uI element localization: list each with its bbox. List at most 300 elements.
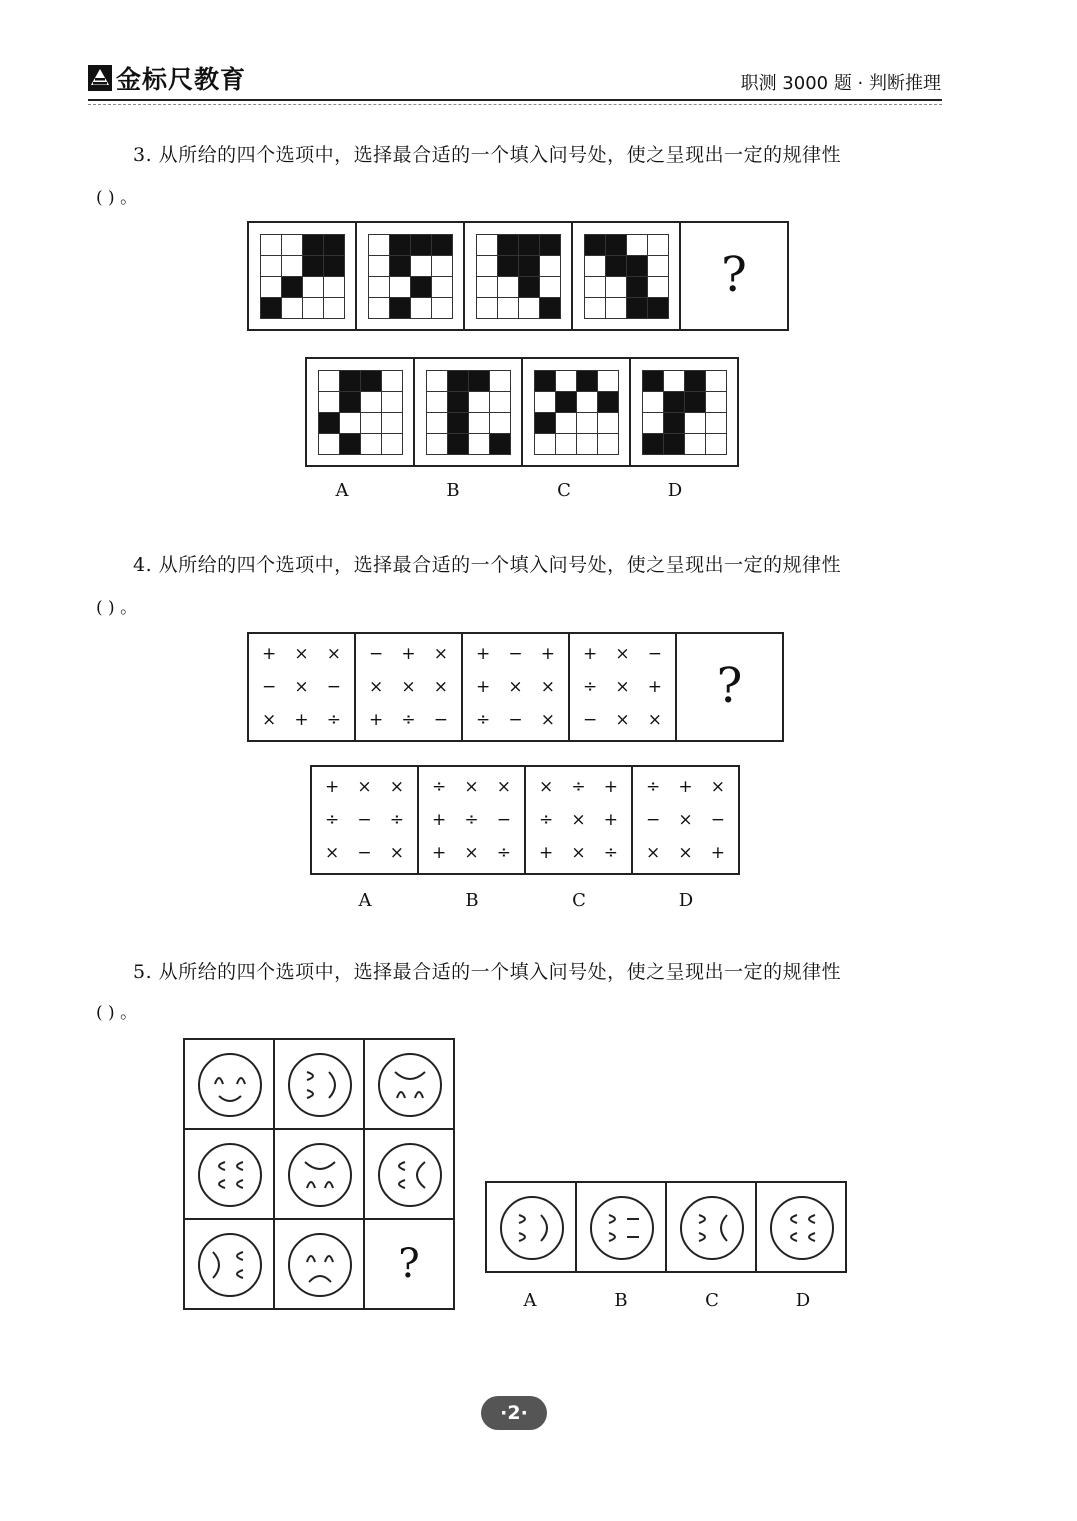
face-stroke: [237, 1078, 245, 1084]
white-square: [432, 277, 453, 298]
black-square: [319, 413, 340, 434]
black-square: [282, 277, 303, 298]
math-symbol: ÷: [464, 809, 479, 830]
white-square: [469, 392, 490, 413]
math-symbol: ×: [615, 676, 630, 697]
white-square: [556, 434, 577, 455]
white-square: [382, 392, 403, 413]
matrix-figure: [363, 1038, 455, 1130]
math-symbol: −: [508, 709, 523, 730]
matrix-figure: [273, 1128, 365, 1220]
option-figure-d[interactable]: [629, 357, 739, 467]
option-label: A: [523, 1290, 537, 1311]
white-square: [361, 413, 382, 434]
question-5-answer-paren: ( ) 。: [96, 1003, 138, 1023]
black-square: [577, 371, 598, 392]
math-symbol: ×: [433, 676, 448, 697]
face-stroke: [791, 1215, 797, 1223]
symbol-grid: [253, 638, 350, 736]
brand-logo: [88, 62, 246, 94]
face-stroke: [609, 1215, 615, 1223]
black-square: [519, 235, 540, 256]
symbol-grid: [360, 638, 457, 736]
math-symbol: −: [710, 809, 725, 830]
math-symbol: ×: [262, 709, 277, 730]
math-symbol: ×: [508, 676, 523, 697]
square-grid: [534, 370, 619, 455]
black-square: [535, 371, 556, 392]
option-label: C: [705, 1290, 719, 1311]
face-stroke: [627, 1219, 639, 1237]
math-symbol: ×: [496, 777, 511, 798]
white-square: [540, 256, 561, 277]
face-left-icon: [195, 1140, 265, 1210]
white-square: [585, 298, 606, 319]
white-square: [282, 298, 303, 319]
face-outline: [771, 1197, 833, 1259]
face-sad-icon: [285, 1230, 355, 1300]
white-square: [261, 277, 282, 298]
white-square: [706, 371, 727, 392]
option-label: A: [335, 480, 349, 501]
math-symbol: −: [496, 809, 511, 830]
black-square: [606, 256, 627, 277]
smile-up-icon: [195, 1050, 265, 1120]
face-stroke: [395, 1072, 425, 1079]
white-square: [282, 235, 303, 256]
math-symbol: ×: [326, 644, 341, 665]
math-symbol: ×: [615, 709, 630, 730]
sequence-figure: [247, 221, 357, 331]
face-left-icon: [767, 1193, 837, 1263]
option-label: D: [795, 1290, 811, 1311]
face-stroke: [219, 1096, 241, 1101]
white-square: [411, 298, 432, 319]
symbol-grid: [423, 771, 520, 869]
black-square: [598, 392, 619, 413]
face-outline: [501, 1197, 563, 1259]
white-square: [427, 434, 448, 455]
math-symbol: ÷: [325, 809, 340, 830]
white-square: [432, 298, 453, 319]
math-symbol: ×: [357, 777, 372, 798]
black-square: [324, 235, 345, 256]
option-figure-c[interactable]: [521, 357, 631, 467]
face-stroke: [237, 1180, 243, 1188]
face-outline: [289, 1144, 351, 1206]
white-square: [664, 371, 685, 392]
white-square: [390, 277, 411, 298]
black-square: [664, 413, 685, 434]
white-square: [498, 277, 519, 298]
black-square: [448, 413, 469, 434]
option-label: C: [572, 890, 586, 911]
question-mark: ?: [363, 1218, 455, 1310]
black-square: [340, 392, 361, 413]
math-symbol: +: [294, 709, 309, 730]
math-symbol: +: [678, 777, 693, 798]
math-symbol: +: [603, 777, 618, 798]
face-stroke: [307, 1182, 315, 1188]
black-square: [685, 371, 706, 392]
option-figure-d[interactable]: [755, 1181, 847, 1273]
question-4-text: 4. 从所给的四个选项中，选择最合适的一个填入问号处，使之呈现出一定的规律性: [133, 554, 842, 576]
option-label: D: [678, 890, 694, 911]
face-left-c-icon: [375, 1140, 445, 1210]
white-square: [577, 392, 598, 413]
face-outline: [681, 1197, 743, 1259]
black-square: [556, 392, 577, 413]
option-label: B: [614, 1290, 628, 1311]
face-right-icon: [285, 1050, 355, 1120]
math-symbol: ÷: [646, 777, 661, 798]
square-grid: [642, 370, 727, 455]
math-symbol: −: [357, 842, 372, 863]
math-symbol: ÷: [496, 842, 511, 863]
math-symbol: ×: [571, 809, 586, 830]
black-square: [469, 371, 490, 392]
face-stroke: [325, 1256, 333, 1262]
face-stroke: [399, 1180, 405, 1188]
white-square: [427, 371, 448, 392]
black-square: [627, 277, 648, 298]
option-figure-a[interactable]: [310, 765, 419, 875]
math-symbol: ×: [389, 777, 404, 798]
face-stroke: [219, 1180, 225, 1188]
white-square: [319, 434, 340, 455]
black-square: [390, 298, 411, 319]
symbol-grid: [637, 771, 734, 869]
math-symbol: ÷: [401, 709, 416, 730]
white-square: [706, 413, 727, 434]
option-figure-b[interactable]: [413, 357, 523, 467]
math-symbol: ×: [325, 842, 340, 863]
header-title: 职测 3000 题 · 判断推理: [740, 73, 941, 94]
math-symbol: +: [583, 644, 598, 665]
white-square: [598, 434, 619, 455]
face-stroke: [329, 1072, 335, 1098]
square-grid: [368, 234, 453, 319]
math-symbol: ×: [678, 842, 693, 863]
option-label: B: [465, 890, 479, 911]
math-symbol: +: [325, 777, 340, 798]
face-stroke: [791, 1233, 797, 1241]
math-symbol: ÷: [389, 809, 404, 830]
white-square: [535, 434, 556, 455]
option-figure-c[interactable]: [665, 1181, 757, 1273]
face-stroke: [215, 1078, 223, 1084]
math-symbol: −: [647, 644, 662, 665]
black-square: [535, 413, 556, 434]
math-symbol: ×: [464, 777, 479, 798]
math-symbol: ÷: [571, 777, 586, 798]
math-symbol: +: [710, 842, 725, 863]
white-square: [411, 256, 432, 277]
question-5-text: 5. 从所给的四个选项中，选择最合适的一个填入问号处，使之呈现出一定的规律性: [133, 961, 842, 983]
black-square: [432, 235, 453, 256]
face-stroke: [307, 1090, 313, 1098]
matrix-figure: [273, 1218, 365, 1310]
white-square: [382, 413, 403, 434]
math-symbol: −: [326, 676, 341, 697]
math-symbol: ×: [433, 644, 448, 665]
face-stroke: [609, 1233, 615, 1241]
math-symbol: +: [476, 676, 491, 697]
face-stroke: [415, 1092, 423, 1098]
black-square: [519, 256, 540, 277]
math-symbol: ×: [646, 842, 661, 863]
black-square: [448, 434, 469, 455]
math-symbol: ×: [294, 644, 309, 665]
symbol-grid: [574, 638, 671, 736]
sequence-figure: [461, 632, 570, 742]
white-square: [643, 392, 664, 413]
math-symbol: ×: [647, 709, 662, 730]
math-symbol: ÷: [326, 709, 341, 730]
face-right-flat-icon: [587, 1193, 657, 1263]
white-square: [598, 413, 619, 434]
white-square: [382, 371, 403, 392]
black-square: [490, 434, 511, 455]
white-square: [556, 413, 577, 434]
white-square: [469, 434, 490, 455]
question-mark: ?: [679, 221, 789, 331]
face-stroke: [519, 1233, 525, 1241]
black-square: [648, 298, 669, 319]
black-square: [411, 277, 432, 298]
option-label: B: [446, 480, 460, 501]
sequence-figure: [463, 221, 573, 331]
black-square: [664, 434, 685, 455]
white-square: [490, 371, 511, 392]
option-figure-b[interactable]: [417, 765, 526, 875]
math-symbol: ×: [540, 709, 555, 730]
white-square: [498, 298, 519, 319]
math-symbol: +: [647, 676, 662, 697]
face-stroke: [417, 1162, 425, 1188]
white-square: [303, 277, 324, 298]
white-square: [261, 256, 282, 277]
white-square: [535, 392, 556, 413]
face-stroke: [721, 1215, 727, 1241]
black-square: [448, 392, 469, 413]
face-right-left-icon: [677, 1193, 747, 1263]
black-square: [261, 298, 282, 319]
math-symbol: −: [369, 644, 384, 665]
option-figure-a[interactable]: [305, 357, 415, 467]
white-square: [685, 434, 706, 455]
question-mark: ?: [675, 632, 784, 742]
white-square: [648, 235, 669, 256]
question-3-answer-paren: ( ) 。: [96, 188, 138, 208]
face-stroke: [699, 1215, 705, 1223]
math-symbol: ×: [401, 676, 416, 697]
face-outline: [289, 1054, 351, 1116]
square-grid: [260, 234, 345, 319]
face-stroke: [541, 1215, 547, 1241]
black-square: [519, 277, 540, 298]
white-square: [585, 256, 606, 277]
black-square: [448, 371, 469, 392]
matrix-figure: [183, 1218, 275, 1310]
option-figure-d[interactable]: [631, 765, 740, 875]
white-square: [382, 434, 403, 455]
white-square: [361, 392, 382, 413]
face-stroke: [219, 1162, 225, 1170]
face-stroke: [307, 1256, 315, 1262]
white-square: [361, 434, 382, 455]
math-symbol: +: [603, 809, 618, 830]
face-outline: [379, 1144, 441, 1206]
white-square: [598, 371, 619, 392]
white-square: [627, 235, 648, 256]
face-stroke: [809, 1233, 815, 1241]
option-figure-c[interactable]: [524, 765, 633, 875]
option-label: C: [557, 480, 571, 501]
math-symbol: +: [401, 644, 416, 665]
black-square: [498, 256, 519, 277]
black-square: [606, 235, 627, 256]
white-square: [319, 392, 340, 413]
white-square: [706, 434, 727, 455]
white-square: [303, 298, 324, 319]
black-square: [411, 235, 432, 256]
face-stroke: [309, 1276, 331, 1282]
symbol-grid: [530, 771, 627, 869]
math-symbol: ÷: [603, 842, 618, 863]
white-square: [477, 298, 498, 319]
page-number: ·2·: [481, 1396, 547, 1430]
math-symbol: ÷: [432, 777, 447, 798]
black-square: [585, 235, 606, 256]
symbol-grid: [467, 638, 564, 736]
face-stroke: [237, 1270, 243, 1278]
white-square: [369, 298, 390, 319]
black-square: [340, 371, 361, 392]
math-symbol: ×: [464, 842, 479, 863]
white-square: [685, 413, 706, 434]
face-mixed-icon: [195, 1230, 265, 1300]
face-frown-top-icon: [285, 1140, 355, 1210]
white-square: [340, 413, 361, 434]
white-square: [519, 298, 540, 319]
math-symbol: ÷: [583, 676, 598, 697]
math-symbol: −: [262, 676, 277, 697]
white-square: [648, 277, 669, 298]
face-stroke: [305, 1162, 335, 1169]
face-outline: [199, 1144, 261, 1206]
black-square: [340, 434, 361, 455]
square-grid: [476, 234, 561, 319]
math-symbol: ×: [571, 842, 586, 863]
black-square: [498, 235, 519, 256]
black-square: [324, 256, 345, 277]
black-square: [643, 434, 664, 455]
white-square: [369, 235, 390, 256]
sequence-figure: [568, 632, 677, 742]
white-square: [324, 298, 345, 319]
white-square: [369, 277, 390, 298]
white-square: [643, 413, 664, 434]
black-square: [540, 298, 561, 319]
math-symbol: ×: [369, 676, 384, 697]
black-square: [627, 298, 648, 319]
question-4-answer-paren: ( ) 。: [96, 598, 138, 618]
sequence-figure: [354, 632, 463, 742]
square-grid: [318, 370, 403, 455]
face-outline: [289, 1234, 351, 1296]
matrix-figure: [273, 1038, 365, 1130]
header-rule: [88, 99, 942, 101]
white-square: [427, 413, 448, 434]
white-square: [369, 256, 390, 277]
white-square: [477, 277, 498, 298]
option-figure-a[interactable]: [485, 1181, 577, 1273]
face-stroke: [237, 1252, 243, 1260]
square-grid: [426, 370, 511, 455]
face-frown-top-icon: [375, 1050, 445, 1120]
face-stroke: [519, 1215, 525, 1223]
math-symbol: ×: [389, 842, 404, 863]
face-outline: [199, 1054, 261, 1116]
option-figure-b[interactable]: [575, 1181, 667, 1273]
option-label: D: [667, 480, 683, 501]
option-label: A: [358, 890, 372, 911]
math-symbol: ÷: [476, 709, 491, 730]
black-square: [390, 235, 411, 256]
white-square: [324, 277, 345, 298]
white-square: [469, 413, 490, 434]
face-stroke: [809, 1215, 815, 1223]
white-square: [556, 371, 577, 392]
white-square: [606, 277, 627, 298]
black-square: [361, 371, 382, 392]
white-square: [585, 277, 606, 298]
white-square: [706, 392, 727, 413]
black-square: [664, 392, 685, 413]
white-square: [606, 298, 627, 319]
math-symbol: ×: [294, 676, 309, 697]
face-stroke: [213, 1252, 219, 1278]
face-outline: [379, 1054, 441, 1116]
square-grid: [584, 234, 669, 319]
math-symbol: ×: [540, 676, 555, 697]
math-symbol: −: [433, 709, 448, 730]
black-square: [303, 256, 324, 277]
white-square: [540, 277, 561, 298]
math-symbol: +: [432, 809, 447, 830]
math-symbol: −: [583, 709, 598, 730]
white-square: [577, 434, 598, 455]
white-square: [490, 413, 511, 434]
white-square: [427, 392, 448, 413]
math-symbol: ÷: [539, 809, 554, 830]
face-stroke: [399, 1162, 405, 1170]
math-symbol: ×: [710, 777, 725, 798]
face-stroke: [325, 1182, 333, 1188]
math-symbol: ×: [539, 777, 554, 798]
white-square: [490, 392, 511, 413]
white-square: [282, 256, 303, 277]
white-square: [432, 256, 453, 277]
header-rule-dashed: [88, 104, 942, 105]
sequence-figure: [247, 632, 356, 742]
face-outline: [591, 1197, 653, 1259]
face-stroke: [699, 1233, 705, 1241]
math-symbol: +: [476, 644, 491, 665]
math-symbol: +: [432, 842, 447, 863]
sequence-figure: [355, 221, 465, 331]
